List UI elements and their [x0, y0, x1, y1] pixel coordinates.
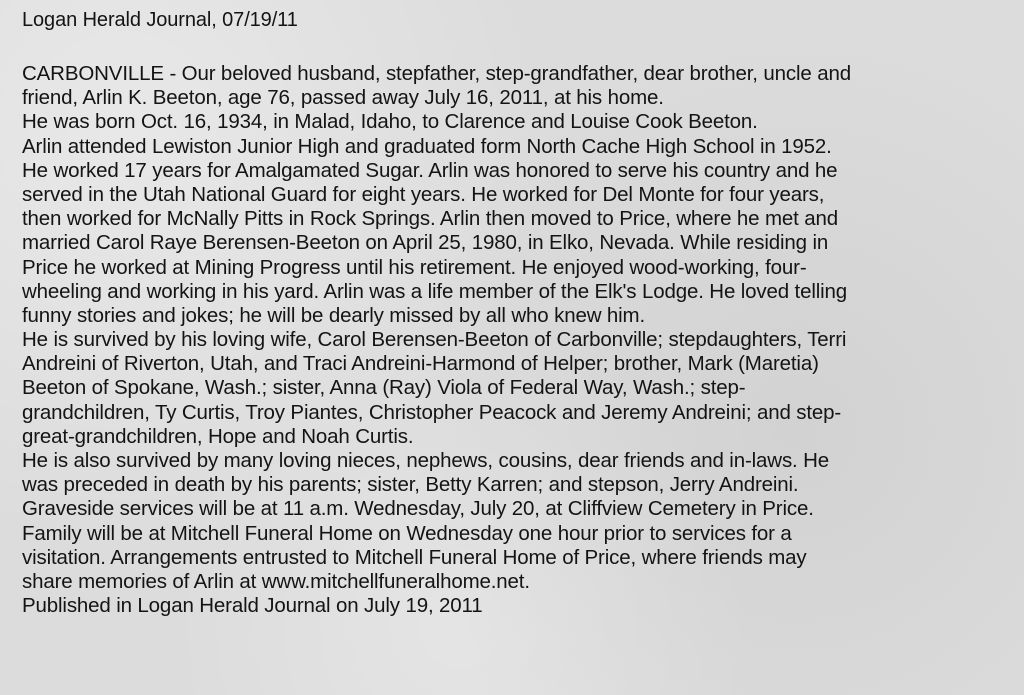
obituary-line: share memories of Arlin at www.mitchellfuneralhome.net.	[22, 569, 530, 593]
obituary-line: Andreini of Riverton, Utah, and Traci Andreini-Harmond of Helper; brother, Mark (Maretia)	[22, 352, 819, 376]
obituary-line: Price he worked at Mining Progress until his retirement. He enjoyed wood-working, four-	[22, 255, 807, 279]
obituary-line: friend, Arlin K. Beeton, age 76, passed away July 16, 2011, at his home.	[22, 86, 664, 110]
obituary-line: great-grandchildren, Hope and Noah Curtis.	[22, 424, 414, 448]
obituary-line: Beeton of Spokane, Wash.; sister, Anna (Ray) Viola of Federal Way, Wash.; step-	[22, 376, 746, 400]
obituary-line: He is also survived by many loving nieces, nephews, cousins, dear friends and in-laws. He	[22, 449, 830, 472]
obituary-line: was preceded in death by his parents; sister, Betty Karren; and stepson, Jerry Andreini.	[22, 473, 799, 497]
publication-source: Logan Herald Journal, 07/19/11	[22, 9, 298, 31]
obituary-line: wheeling and working in his yard. Arlin was a life member of the Elk's Lodge. He loved telling	[22, 279, 848, 303]
obituary-line: Graveside services will be at 11 a.m. Wednesday, July 20, at Cliffview Cemetery in Price.	[22, 497, 814, 521]
obituary-line: He was born Oct. 16, 1934, in Malad, Idaho, to Clarence and Louise Cook Beeton.	[22, 110, 758, 134]
obituary-line: Family will be at Mitchell Funeral Home on Wednesday one hour prior to services for a	[22, 521, 792, 545]
obituary-line: visitation. Arrangements entrusted to Mitchell Funeral Home of Price, where friends may	[22, 545, 807, 569]
obituary-line: served in the Utah National Guard for eight years. He worked for Del Monte for four years,	[22, 182, 825, 206]
obituary-line: grandchildren, Ty Curtis, Troy Piantes, Christopher Peacock and Jeremy Andreini; and step-	[22, 400, 842, 424]
obituary-line: He is survived by his loving wife, Carol Berensen-Beeton of Carbonville; stepdaughters, Terri	[22, 328, 847, 352]
obituary-text	[22, 62, 851, 618]
obituary-line: He worked 17 years for Amalgamated Sugar. Arlin was honored to serve his country and he	[22, 158, 838, 182]
obituary-line: Arlin attended Lewiston Junior High and graduated form North Cache High School in 1952.	[22, 134, 832, 158]
newspaper-clipping	[22, 0, 1012, 695]
publication-note: Published in Logan Herald Journal on July 19, 2011	[22, 594, 483, 618]
obituary-line: then worked for McNally Pitts in Rock Springs. Arlin then moved to Price, where he met and	[22, 207, 838, 231]
obituary-line: CARBONVILLE - Our beloved husband, stepfather, step-grandfather, dear brother, uncle and	[22, 62, 851, 85]
obituary-line: funny stories and jokes; he will be dearly missed by all who knew him.	[22, 303, 646, 327]
obituary-line: married Carol Raye Berensen-Beeton on April 25, 1980, in Elko, Nevada. While residing in	[22, 231, 829, 255]
